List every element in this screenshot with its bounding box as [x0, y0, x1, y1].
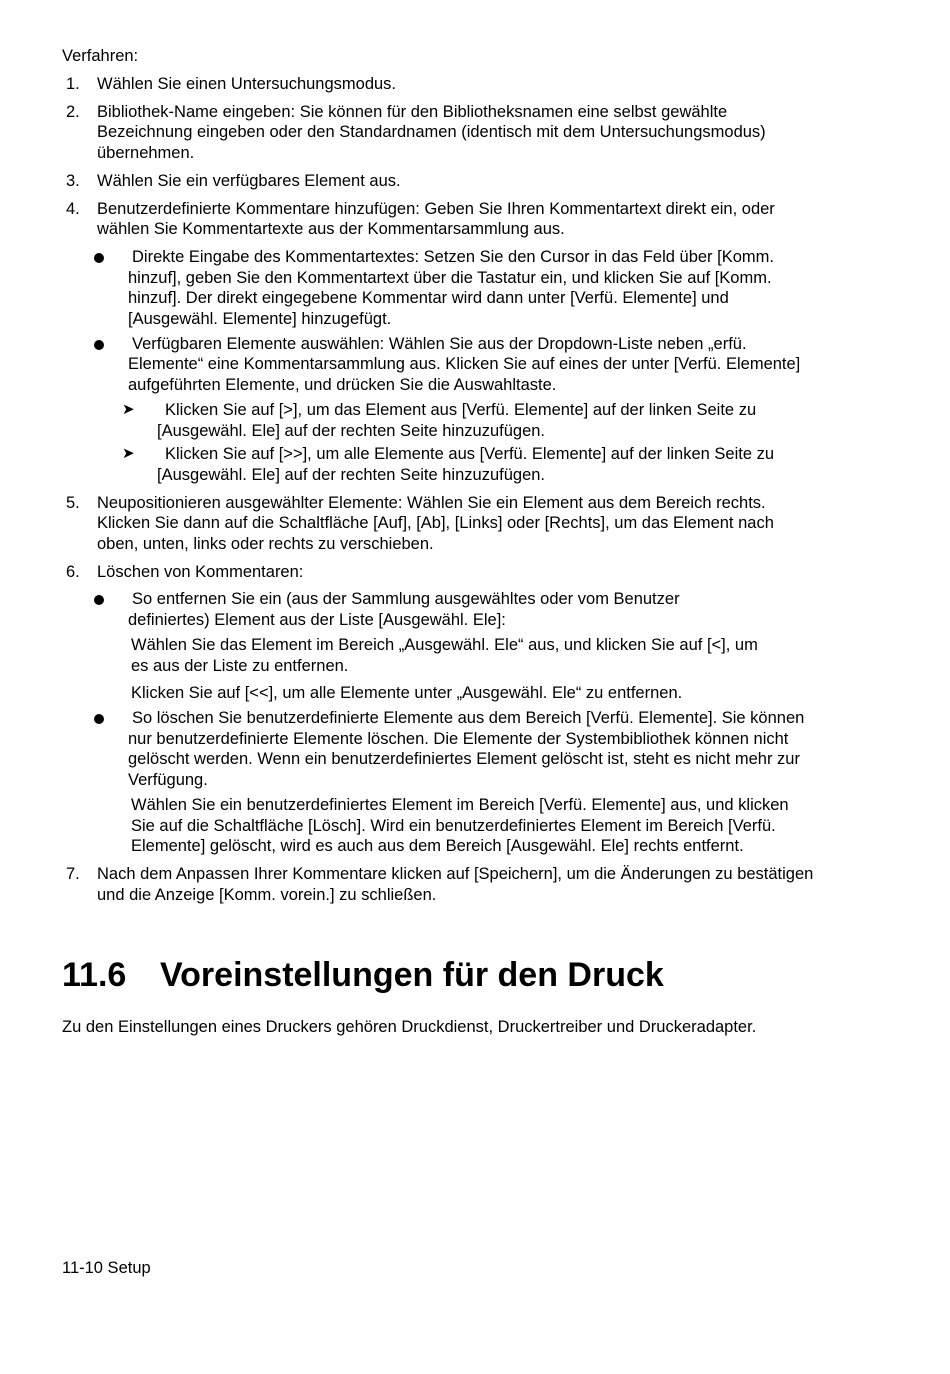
- step-text: Bibliothek-Name eingeben: Sie können für den Bibliotheksnamen eine selbst gewählte Bezeichnung eingeben oder den Standardnamen (identisch mit dem Untersuchungsmodus) übernehmen.: [97, 102, 766, 163]
- step-text: Wählen Sie einen Untersuchungsmodus.: [97, 75, 397, 93]
- step-4: [62, 199, 822, 486]
- step-number: 7.: [66, 864, 80, 883]
- procedure-intro: Verfahren:: [62, 47, 139, 65]
- bullet-delete-custom: [97, 708, 822, 857]
- step-number: 3.: [66, 171, 80, 190]
- arrow-item-text: Klicken Sie auf [>], um das Element aus [Verfü. Elemente] auf der linken Seite zu [Ausgewähl. Ele] auf der rechten Seite hinzuzufügen.: [157, 400, 757, 440]
- arrow-item-add-all: [122, 444, 822, 485]
- arrow-item-add-one: [122, 400, 822, 441]
- arrow-item-text: Klicken Sie auf [>>], um alle Elemente aus [Verfü. Elemente] auf der linken Seite zu [Ausgewähl. Ele] auf der rechten Seite hinzuzufügen.: [157, 445, 775, 484]
- chevron-right-icon: ➤: [122, 445, 135, 463]
- sub-paragraph: Wählen Sie das Element im Bereich „Ausgewähl. Ele“ aus, und klicken Sie auf [<], um es aus der Liste zu entfernen.: [131, 635, 758, 675]
- bullet-remove-selected: [97, 589, 758, 704]
- step-number: 1.: [66, 75, 80, 93]
- section-paragraph: Zu den Einstellungen eines Druckers gehören Druckdienst, Druckertreiber und Druckeradapter.: [62, 1018, 757, 1036]
- chevron-right-icon: ➤: [122, 400, 135, 418]
- step-4-bullets: [97, 247, 822, 486]
- step-number: 6.: [66, 562, 80, 581]
- procedure-steps: [62, 74, 822, 912]
- bullet-dot-icon: [94, 253, 104, 263]
- step-7: [62, 864, 822, 905]
- bullet-dot-icon: [94, 340, 104, 350]
- step-1: [62, 74, 822, 95]
- step-number: 2.: [66, 102, 80, 121]
- arrow-list: [122, 400, 822, 486]
- step-5: [62, 493, 797, 555]
- bullet-text: Direkte Eingabe des Kommentartextes: Setzen Sie den Cursor in das Feld über [Komm. hinzuf], geben Sie den Kommentartext über die Tastatur ein, und klicken Sie auf [Komm. hinzuf]. Der direkt eingegebene Kommentar wird dann unter [Verfü. Elemente] und [Ausgewähl. Elemente] hinzugefügt.: [128, 247, 774, 329]
- step-number: 5.: [66, 493, 80, 512]
- bullet-dot-icon: [94, 595, 104, 605]
- section-title: Voreinstellungen für den Druck: [160, 956, 664, 994]
- step-text: Wählen Sie ein verfügbares Element aus.: [97, 171, 401, 190]
- step-6: [62, 562, 822, 857]
- step-text: Löschen von Kommentaren:: [97, 562, 304, 581]
- bullet-text: So löschen Sie benutzerdefinierte Elemente aus dem Bereich [Verfü. Elemente]. Sie können nur benutzerdefinierte Elemente löschen. Die Elemente der Systembibliothek können nicht gelöscht werden. Wenn ein benutzerdefiniertes Element gelöscht ist, steht es nicht mehr zur Verfügung.: [128, 708, 805, 790]
- bullet-text: So entfernen Sie ein (aus der Sammlung ausgewähltes oder vom Benutzer definiertes) Element aus der Liste [Ausgewähl. Ele]:: [128, 590, 680, 630]
- sub-paragraph: Wählen Sie ein benutzerdefiniertes Element im Bereich [Verfü. Elemente] aus, und klicken Sie auf die Schaltfläche [Lösch]. Wird ein benutzerdefiniertes Element im Bereich [Verfü. Elemente] gelöscht, wird es auch aus dem Bereich [Ausgewähl. Ele] rechts entfernt.: [131, 795, 789, 856]
- step-6-bullets: [97, 589, 822, 856]
- page-footer: 11-10 Setup: [62, 1259, 151, 1277]
- sub-paragraph: Klicken Sie auf [<<], um alle Elemente unter „Ausgewähl. Ele“ zu entfernen.: [131, 684, 683, 703]
- section-heading: [62, 953, 664, 997]
- bullet-text: Verfügbaren Elemente auswählen: Wählen Sie aus der Dropdown-Liste neben „erfü. Elemente“ eine Kommentarsammlung aus. Klicken Sie auf eines der unter [Verfü. Elemente] aufgeführten Elemente, und drücken Sie die Auswahltaste.: [128, 334, 801, 395]
- bullet-direct-input: [97, 247, 822, 330]
- section-number: 11.6: [62, 956, 127, 994]
- bullet-dot-icon: [94, 714, 104, 724]
- step-number: 4.: [66, 199, 80, 218]
- bullet-select-available: [97, 334, 822, 486]
- step-text: Benutzerdefinierte Kommentare hinzufügen: Geben Sie Ihren Kommentartext direkt ein, oder wählen Sie Kommentartexte aus der Kommentarsammlung aus.: [97, 199, 775, 239]
- step-3: [62, 171, 822, 192]
- step-text: Neupositionieren ausgewählter Elemente: Wählen Sie ein Element aus dem Bereich rechts. Klicken Sie dann auf die Schaltfläche [Auf], [Ab], [Links] oder [Rechts], um das Element nach oben, unten, links oder rechts zu verschieben.: [97, 493, 774, 554]
- step-2: [62, 102, 797, 164]
- step-text: Nach dem Anpassen Ihrer Kommentare klicken auf [Speichern], um die Änderungen zu bestätigen und die Anzeige [Komm. vorein.] zu schließen.: [97, 864, 814, 904]
